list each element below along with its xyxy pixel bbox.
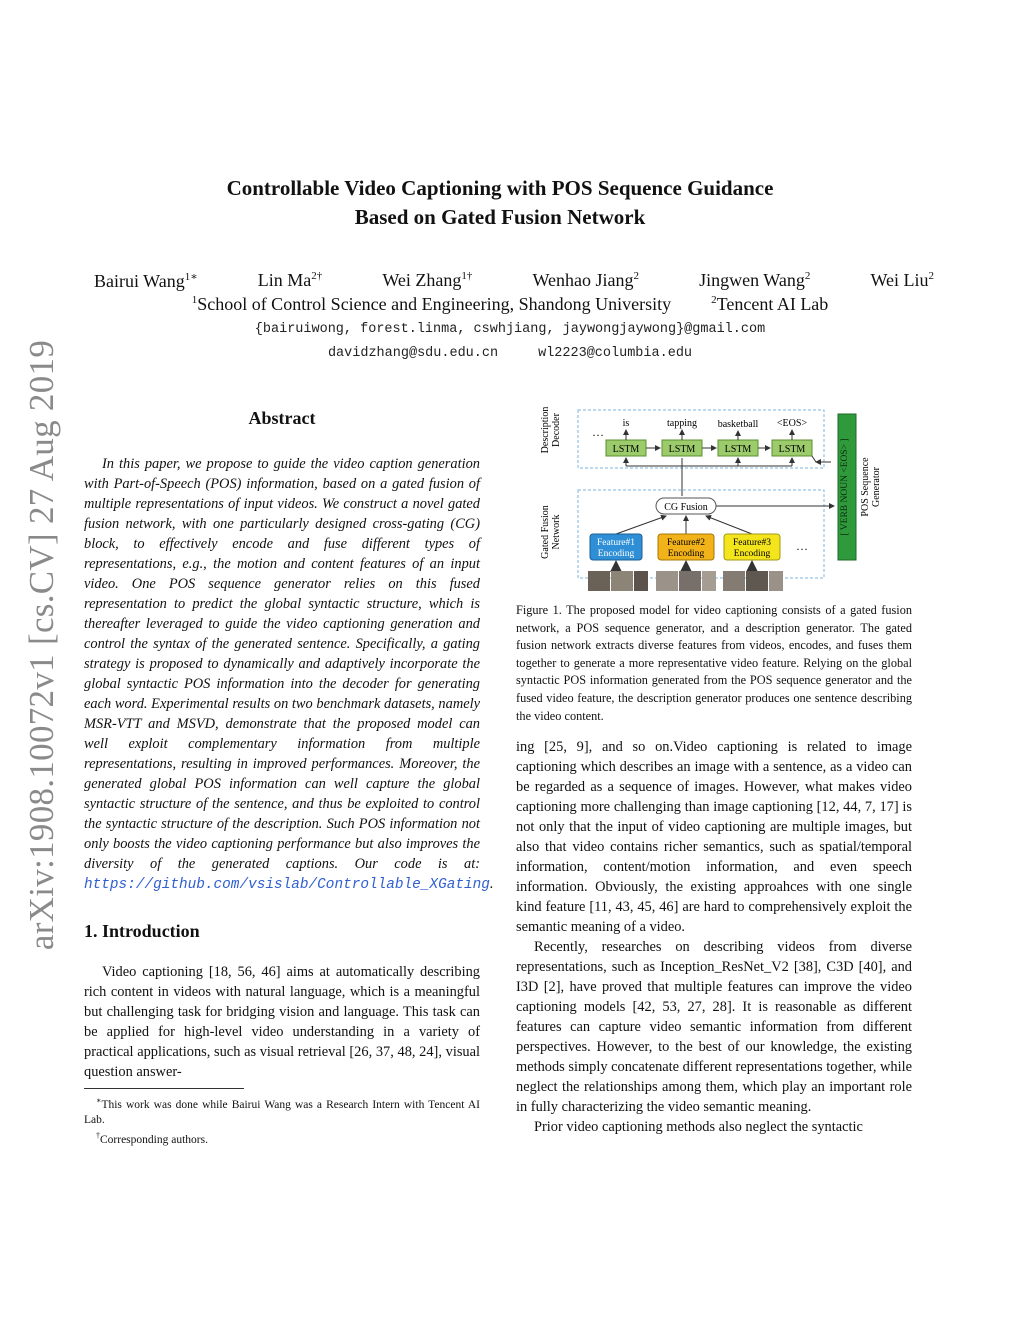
author: Jingwen Wang$^2$ (699, 270, 811, 290)
email-line-2: davidzhang@sdu.edu.cn wl2223@columbia.edu (327, 346, 693, 361)
feature-3-label: Feature#3 Encoding (733, 538, 771, 559)
intro-paragraph: Video captioning [18, 56, 46] aims at automatically describing rich content in videos with natural language, which is a meaningful but challenging task for bridging vision and language. This task can be applied for high-level video understanding in a variety of practical applications, such as visual retrieval [26, 37, 48, 24], visual question answer- (84, 964, 480, 1080)
author-list (80, 270, 940, 292)
arxiv-id: arXiv:1908.10072v1 [cs.CV] 27 Aug 2019 (22, 339, 61, 951)
author: Lin $Ma^{2\dagger}$ (257, 270, 323, 290)
author: Bairui Wang$^{1∗}$ (94, 271, 198, 291)
arxiv-stamp (16, 339, 68, 951)
video-frame (634, 571, 648, 591)
title-line-2: Based on Gated Fusion Network (354, 205, 646, 229)
lstm-label: LSTM (778, 444, 806, 455)
abstract-text: In this paper, we propose to guide the video caption generation with Part-of-Speech (POS) information, based on a gated fusion of multiple representations of input videos. We construct a novel gated fusion network, with one particularly designed cross-gating (CG) block, to effectively encode and fuse different types of representations, e.g., the motion and content features of an input video. One POS sequence generator relies on this fused representation to predict the global syntactic structure, which is thereafter leveraged to guide the video captioning generation and control the syntax of the generated sentence. Specifically, a gating strategy is proposed to dynamically and adaptively incorporate the global syntactic POS information into the decoder for generating each word. Experimental results on two benchmark datasets, namely MSR-VTT and MSVD, demonstrate that the proposed model can well exploit complementary information from multiple representations, resulting in improved performances. Moreover, the generated global POS information can well capture the global syntactic structure of the sentence, and thus be exploited to control the syntactic structure of the description. Such POS information not only boosts the video captioning performance but also improves the diversity of the generated captions. Our code is at: https://github.com/vsislab/Controllable_XGating. (84, 456, 494, 893)
paper-title (150, 174, 850, 232)
affiliations: $^1$School of Control Science and Engineering, Shandong University $^2$Tencent AI Lab (191, 294, 829, 314)
body-paragraph: Recently, researches on describing videos from diverse representations, such as Inception_ResNet_V2 [38], C3D [40], and I3D [2], have proved that multiple features can improve the video captioning models [42, 53, 27, 28]. It is reasonable as different features can capture video semantic information from different perspectives. However, to the best of our knowledge, the existing methods simply concatenate different representations together, while neglect the relationships among them, which play an important role in fully characterizing the video semantic meaning. (516, 939, 912, 1116)
word-basketball: basketball (717, 419, 759, 430)
video-frame (723, 571, 745, 591)
lstm-label: LSTM (668, 444, 696, 455)
affiliation-1: School of Control Science and Engineering, Shandong University (197, 294, 672, 314)
video-frame (702, 571, 716, 591)
figure-1-caption: Figure 1. The proposed model for video captioning consists of a gated fusion network, a POS sequence generator, and a description generator. The gated fusion network extracts diverse features from videos, encodes, and fuses them together to generate a more representative video feature. Relying on the global syntactic POS information generated from the POS sequence generator and the fused video feature, the description generator produces one sentence describing the video content. (516, 603, 912, 723)
feature-2-label: Feature#2 Encoding (667, 538, 705, 559)
feature-1-label: Feature#1 Encoding (597, 538, 635, 559)
model-diagram (516, 404, 912, 596)
word-eos: <EOS> (776, 418, 808, 429)
video-frames (588, 571, 783, 591)
video-frame (588, 571, 610, 591)
email-line-1: {bairuiwong, forest.linma, cswhjiang, jaywongjaywong}@gmail.com (254, 322, 766, 337)
body-paragraph: ing [25, 9], and so on.Video captioning is related to image captioning which describes an image with a sentence, as a video can be regarded as a sequence of images. However, what makes video captioning more challenging than image captioning [12, 44, 7, 17] is not only that the input of video captioning are multiple images, but also that video contains richer semantics, such as spatial/temporal information, content/motion information, and even speech information. Obviously, the existing approahces with one single kind feature [11, 43, 45, 46] are hard to comprehensively exploit the semantic meaning of a video. (516, 739, 912, 936)
code-link[interactable]: https://github.com/vsislab/Controllable_XGating (84, 877, 490, 893)
video-frame (611, 571, 633, 591)
body-paragraph: Prior video captioning methods also neglect the syntactic (534, 1119, 863, 1136)
right-column (516, 404, 912, 1137)
lstm-label: LSTM (612, 444, 640, 455)
footnote-1: ∗This work was done while Bairui Wang was a Research Intern with Tencent AI Lab. (84, 1096, 480, 1126)
section-heading-introduction: 1. Introduction (84, 921, 200, 941)
word-is: is (622, 418, 630, 429)
footnote-2: †Corresponding authors. (96, 1130, 208, 1146)
word-tapping: tapping (667, 418, 697, 429)
left-column (84, 408, 494, 1148)
pos-sequence-text: [ VERB NOUN <EOS> ] (840, 438, 850, 536)
figure-1 (516, 404, 912, 596)
author: Wenhao Jiang$^2$ (532, 270, 640, 290)
lstm-label: LSTM (724, 444, 752, 455)
label-pos-generator: POS SequenceGenerator (860, 457, 882, 517)
label-fusion: Gated FusionNetwork (540, 505, 562, 559)
footnote-rule (84, 1088, 244, 1089)
video-frame (746, 571, 768, 591)
cg-fusion-label: CG Fusion (664, 502, 708, 513)
label-decoder: DescriptionDecoder (540, 406, 562, 454)
affiliation-2: Tencent AI Lab (716, 294, 829, 314)
author: Wei Liu$^2$ (870, 270, 934, 290)
video-frame (679, 571, 701, 591)
decoder-ellipsis: … (592, 425, 604, 439)
fusion-ellipsis: … (796, 539, 808, 553)
abstract-heading: Abstract (248, 408, 316, 428)
author: Wei Zhang$^{1\dagger}$ (382, 270, 473, 290)
video-frame (769, 571, 783, 591)
title-line-1: Controllable Video Captioning with POS Sequence Guidance (226, 176, 774, 200)
video-frame (656, 571, 678, 591)
